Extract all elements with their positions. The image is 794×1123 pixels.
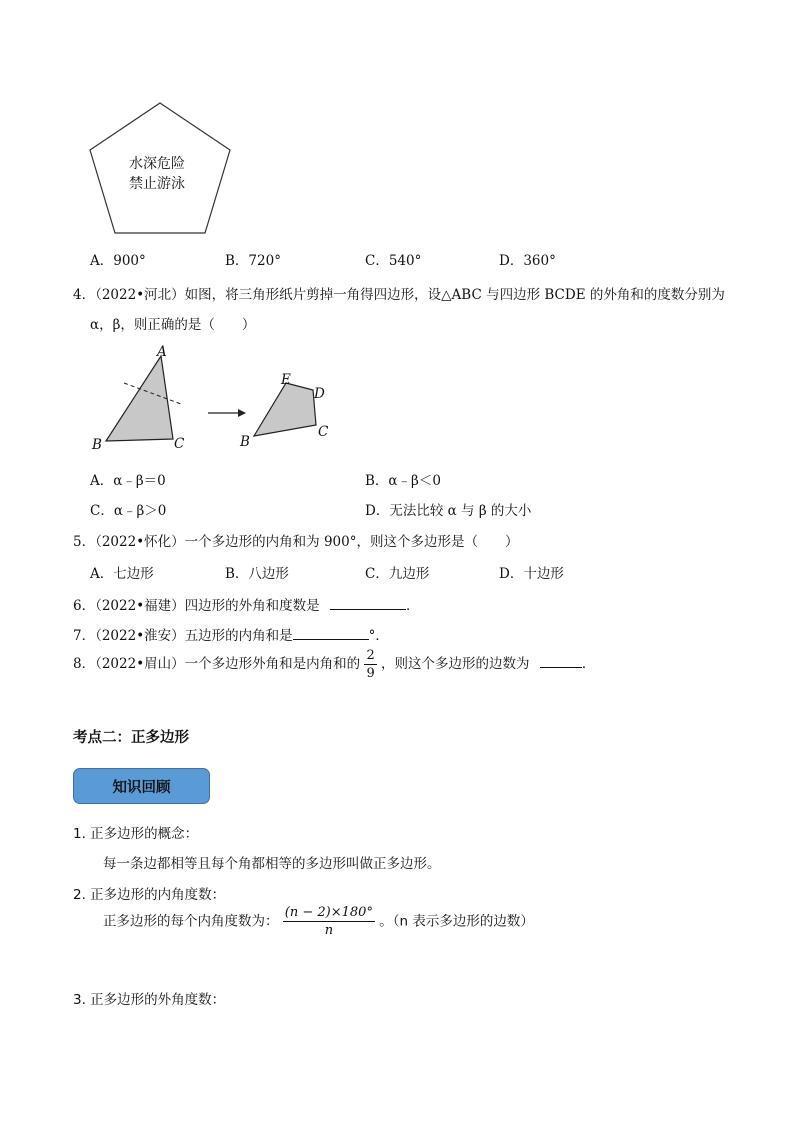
q8-question (73, 648, 595, 681)
q4-question-line2: α，β，则正确的是（ ） (90, 317, 256, 333)
q8-frac-num: 2 (366, 648, 375, 663)
q7-answer-blank[interactable] (293, 625, 369, 640)
triangle-cut-figure (88, 340, 348, 455)
point2-body (103, 905, 534, 938)
q8-answer-blank[interactable] (540, 653, 582, 668)
q8-frac-den: 9 (366, 666, 375, 681)
q4-question-line1: 4．（2022•河北）如图，将三角形纸片剪掉一角得四边形，设△ABC 与四边形 BCDE 的外角和的度数分别为 (73, 287, 725, 303)
q8-fraction (364, 648, 376, 681)
q3-option-c[interactable]: C．540° (365, 253, 422, 269)
label-E: E (281, 372, 291, 388)
q4-option-c[interactable]: C．α﹣β＞0 (90, 503, 167, 519)
q7-text: 7．（2022•淮安）五边形的内角和是 (73, 628, 293, 644)
q4-option-b[interactable]: B．α﹣β＜0 (365, 473, 441, 489)
q4-option-a[interactable]: A．α﹣β＝0 (90, 473, 166, 489)
sign-text-line1: 水深危险 (129, 156, 185, 172)
q4-option-d[interactable]: D．无法比较 α 与 β 的大小 (365, 503, 532, 519)
point2-note: 。（n 表示多边形的边数） (379, 913, 534, 930)
point3-title: 3. 正多边形的外角度数： (73, 992, 226, 1008)
label-A: A (157, 344, 167, 360)
point2-title: 2. 正多边形的内角度数： (73, 887, 226, 903)
knowledge-review-button[interactable]: 知识回顾 (73, 768, 210, 804)
label-C1: C (174, 436, 185, 452)
point1-body: 每一条边都相等且每个角都相等的多边形叫做正多边形。 (103, 856, 441, 872)
q5-question: 5．（2022•怀化）一个多边形的内角和为 900°，则这个多边形是（ ） (73, 534, 519, 550)
q6-text: 6．（2022•福建）四边形的外角和度数是 (73, 598, 320, 614)
section-title: 考点二：正多边形 (73, 730, 189, 746)
label-B1: B (92, 437, 102, 453)
point1-title: 1. 正多边形的概念： (73, 826, 199, 842)
q6-end: ． (405, 598, 420, 614)
label-D: D (314, 386, 325, 402)
q5-option-b[interactable]: B．八边形 (225, 566, 289, 582)
formula-numerator: (n − 2)×180° (284, 905, 373, 920)
q7-question (73, 624, 389, 644)
q8-end: ． (581, 656, 596, 672)
label-C2: C (318, 424, 329, 440)
quadrilateral-bcde (254, 383, 316, 436)
point2-text: 正多边形的每个内角度数为： (103, 913, 279, 930)
q3-option-d[interactable]: D．360° (499, 253, 556, 269)
sign-text-line2: 禁止游泳 (129, 176, 185, 192)
arrow-head-icon (238, 409, 246, 417)
q7-end: °． (368, 628, 389, 644)
q3-option-a[interactable]: A．900° (90, 253, 146, 269)
q3-option-b[interactable]: B．720° (225, 253, 281, 269)
q5-option-c[interactable]: C．九边形 (365, 566, 430, 582)
interior-angle-formula (283, 905, 375, 938)
q5-option-d[interactable]: D．十边形 (499, 566, 564, 582)
label-B2: B (240, 434, 250, 450)
q5-option-a[interactable]: A．七边形 (90, 566, 154, 582)
formula-denominator: n (324, 923, 334, 938)
q6-question (73, 594, 419, 614)
q6-answer-blank[interactable] (330, 595, 406, 610)
q8-text2: ，则这个多边形的边数为 (381, 656, 530, 672)
triangle-abc (106, 356, 173, 441)
q8-text: 8．（2022•眉山）一个多边形外角和是内角和的 (73, 656, 361, 672)
